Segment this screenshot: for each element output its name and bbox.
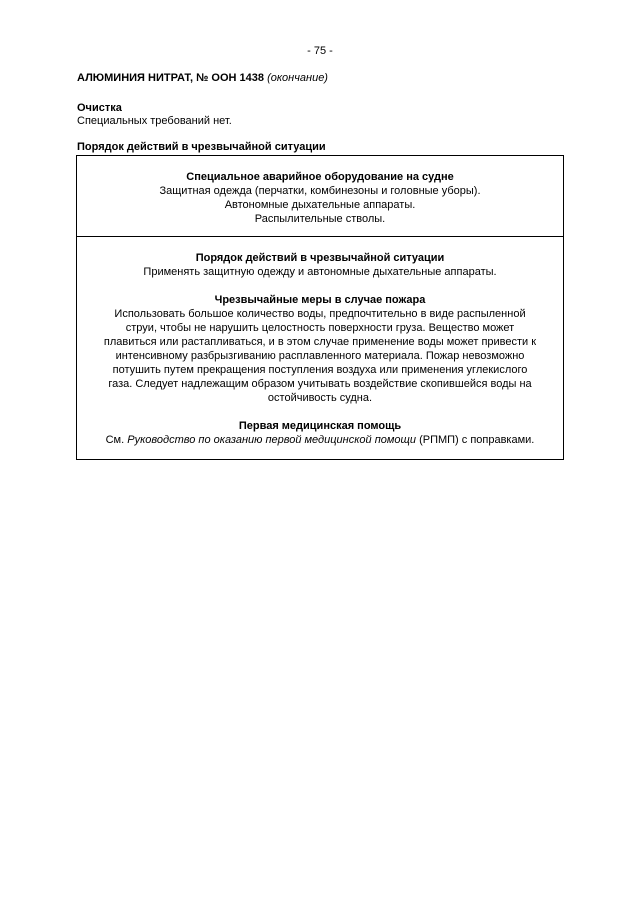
fire-line: струи, чтобы не нарушить целостность поверхности груза. Вещество может: [125, 322, 515, 334]
first-aid-prefix: См.: [105, 434, 128, 446]
procedures-section: [77, 237, 563, 459]
equipment-line: Защитная одежда (перчатки, комбинезоны и головные уборы).: [159, 185, 481, 197]
first-aid-heading: Первая медицинская помощь: [238, 420, 402, 432]
first-aid-text: [83, 433, 557, 447]
page-number: - 75 -: [307, 45, 333, 57]
procedure-text: Применять защитную одежду и автономные дыхательные аппараты.: [143, 266, 497, 278]
fire-line: интенсивному разбрызгиванию расплавленного материала. Пожар невозможно: [115, 350, 525, 362]
fire-line: плавиться или растапливаться, и в этом случае применение воды может привести к: [103, 336, 537, 348]
document-title-main: АЛЮМИНИЯ НИТРАТ, № ООН 1438: [77, 72, 264, 84]
fire-heading: Чрезвычайные меры в случае пожара: [214, 294, 426, 306]
document-title: [77, 72, 328, 84]
fire-line: остойчивость судна.: [267, 392, 373, 404]
fire-line: газа. Следует надлежащим образом учитывать воздействие скопившейся воды на: [108, 378, 532, 390]
fire-line: потушить путем прекращения поступления воздуха или применения углекислого: [112, 364, 528, 376]
equipment-line: Автономные дыхательные аппараты.: [224, 199, 416, 211]
emergency-table: [76, 155, 564, 460]
fire-line: Использовать большое количество воды, предпочтительно в виде распыленной: [114, 308, 526, 320]
first-aid-guide-title: Руководство по оказанию первой медицинской помощи: [127, 434, 417, 446]
procedure-heading: Порядок действий в чрезвычайной ситуации: [195, 252, 445, 264]
document-title-suffix: (окончание): [267, 72, 328, 84]
first-aid-suffix: (РПМП) с поправками.: [416, 434, 535, 446]
cleaning-heading: Очистка: [77, 102, 122, 114]
emergency-heading: Порядок действий в чрезвычайной ситуации: [77, 141, 326, 153]
equipment-line: Распылительные стволы.: [254, 213, 386, 225]
equipment-section: [77, 156, 563, 237]
cleaning-text: Специальных требований нет.: [77, 115, 232, 127]
equipment-heading: Специальное аварийное оборудование на судне: [186, 171, 454, 183]
